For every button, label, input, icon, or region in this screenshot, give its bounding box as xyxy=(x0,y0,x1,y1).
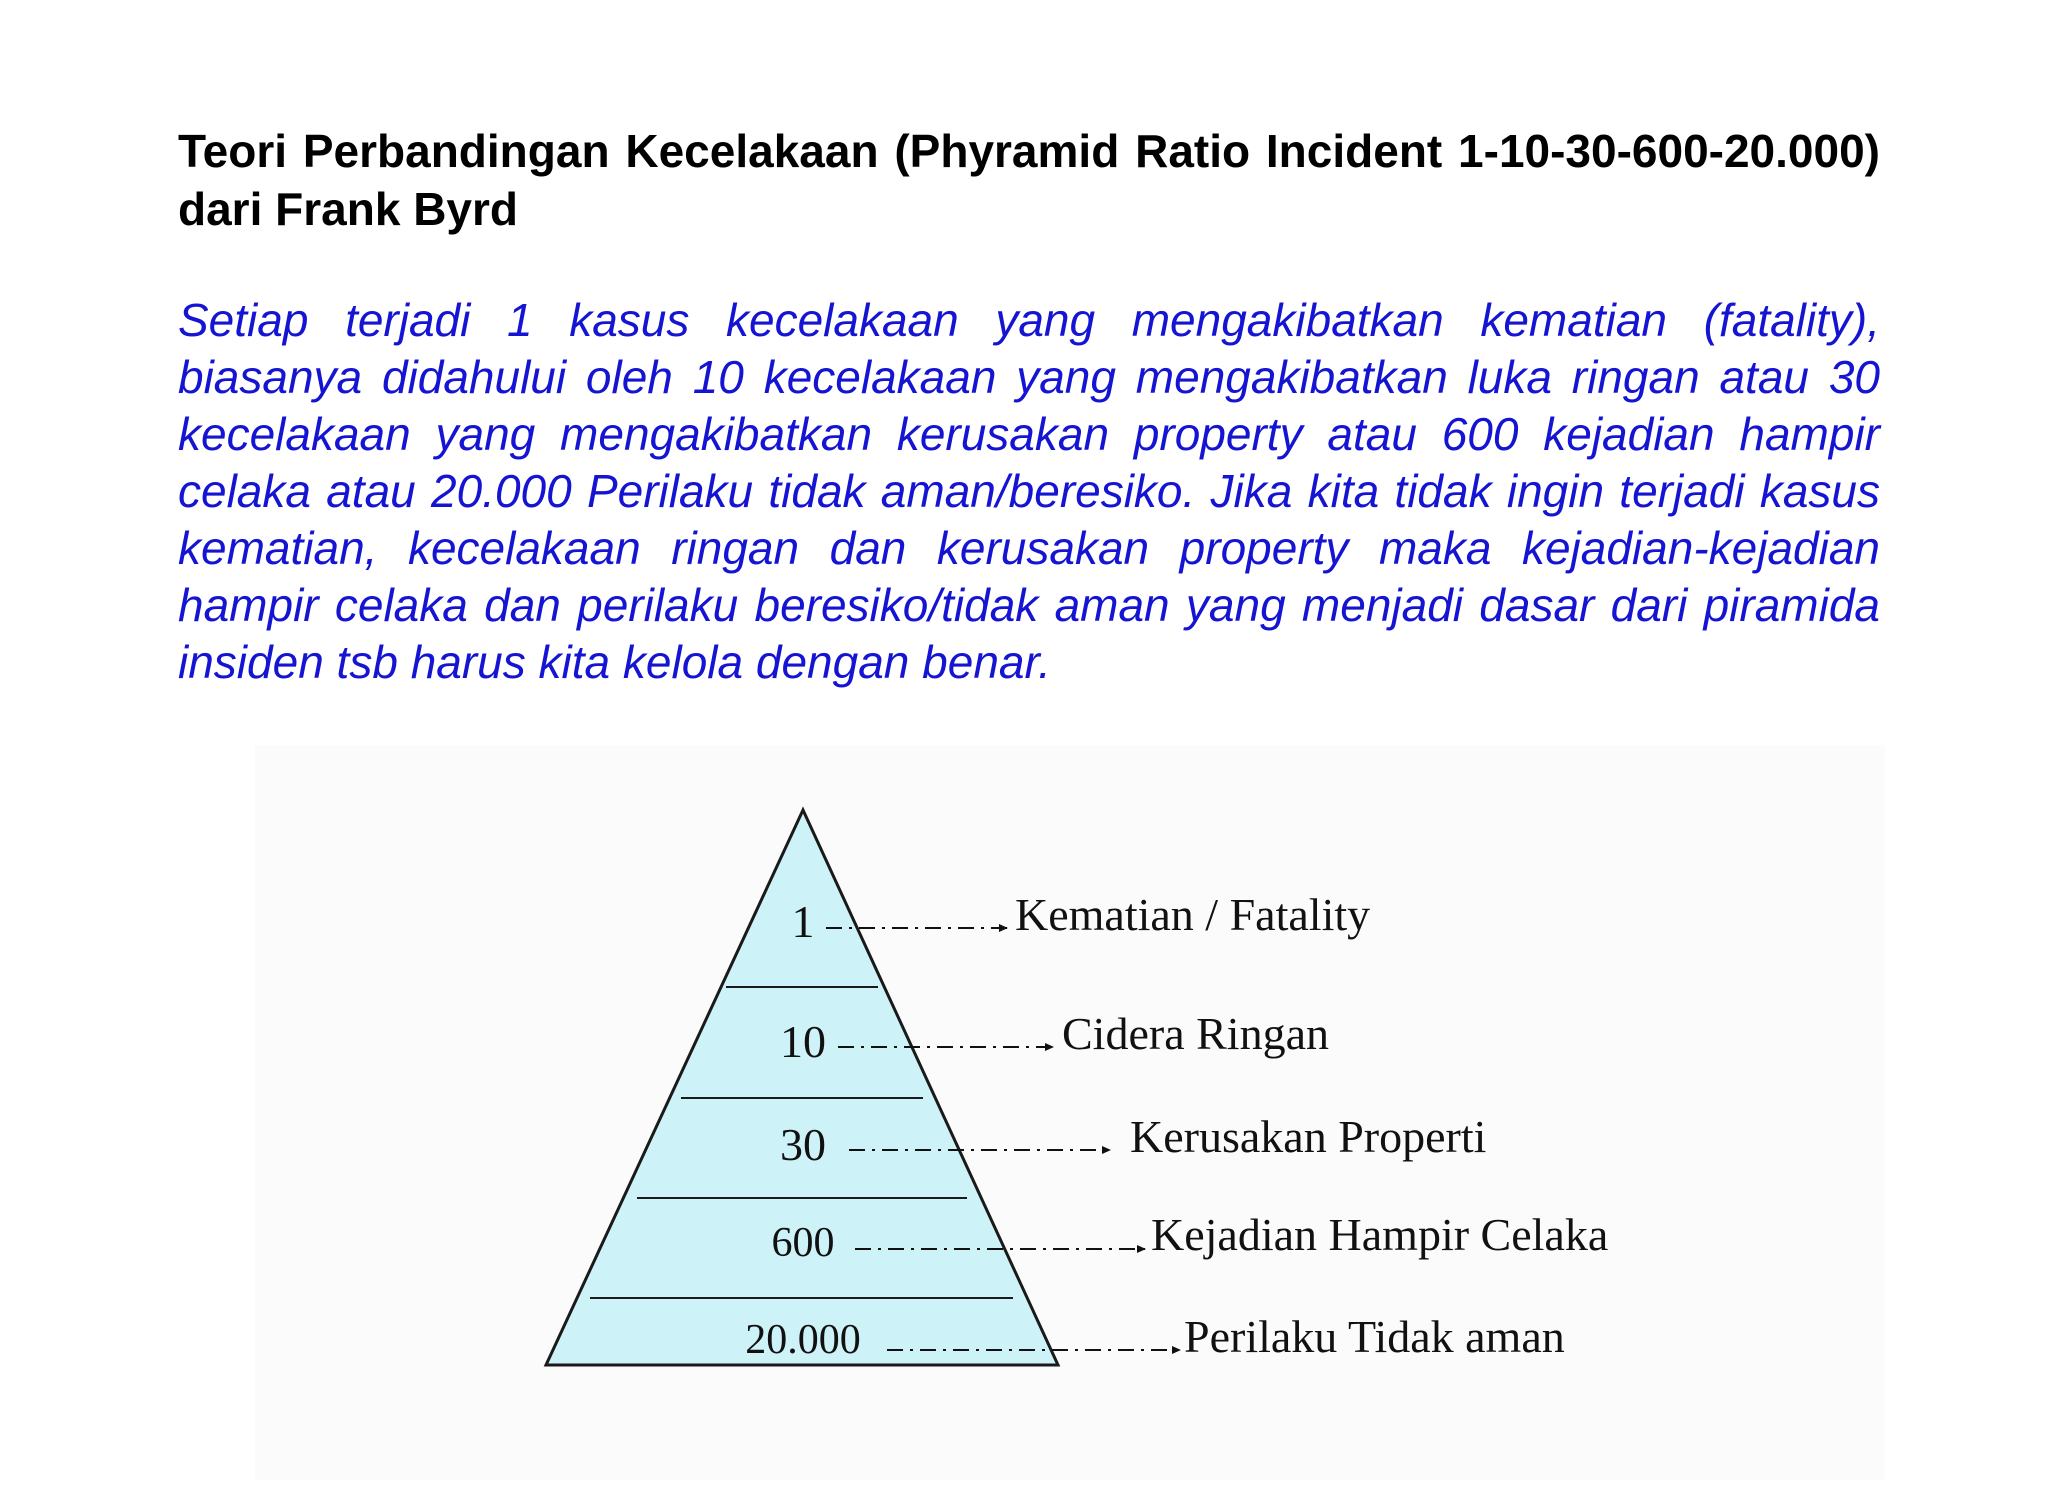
pyramid-shape xyxy=(546,810,1058,1365)
level-number: 20.000 xyxy=(745,1317,861,1363)
level-label: Kejadian Hampir Celaka xyxy=(1151,1209,1609,1260)
level-label: Kerusakan Properti xyxy=(1130,1111,1487,1162)
level-label: Kematian / Fatality xyxy=(1015,889,1371,940)
level-label: Perilaku Tidak aman xyxy=(1184,1311,1565,1362)
level-number: 10 xyxy=(780,1016,826,1067)
level-number: 1 xyxy=(791,896,815,947)
level-number: 600 xyxy=(771,1220,835,1266)
level-number: 30 xyxy=(780,1119,826,1170)
level-label: Cidera Ringan xyxy=(1062,1008,1329,1059)
body-paragraph: Setiap terjadi 1 kasus kecelakaan yang mengakibatkan kematian (fatality), biasanya didahului oleh 10 kecelakaan yang mengakibatkan luka ringan atau 30 kecelakaan yang mengakibatkan kerusakan property atau 600 kejadian hampir celaka atau 20.000 Perilaku tidak aman/beresiko. Jika kita tidak ingin terjadi kasus kematian, kecelakaan ringan dan kerusakan property maka kejadian-kejadian hampir celaka dan perilaku beresiko/tidak aman yang menjadi dasar dari piramida insiden tsb harus kita kelola dengan benar. xyxy=(178,294,1880,688)
document-title: Teori Perbandingan Kecelakaan (Phyramid Ratio Incident 1-10-30-600-20.000) dari Frank Byrd xyxy=(178,125,1880,235)
